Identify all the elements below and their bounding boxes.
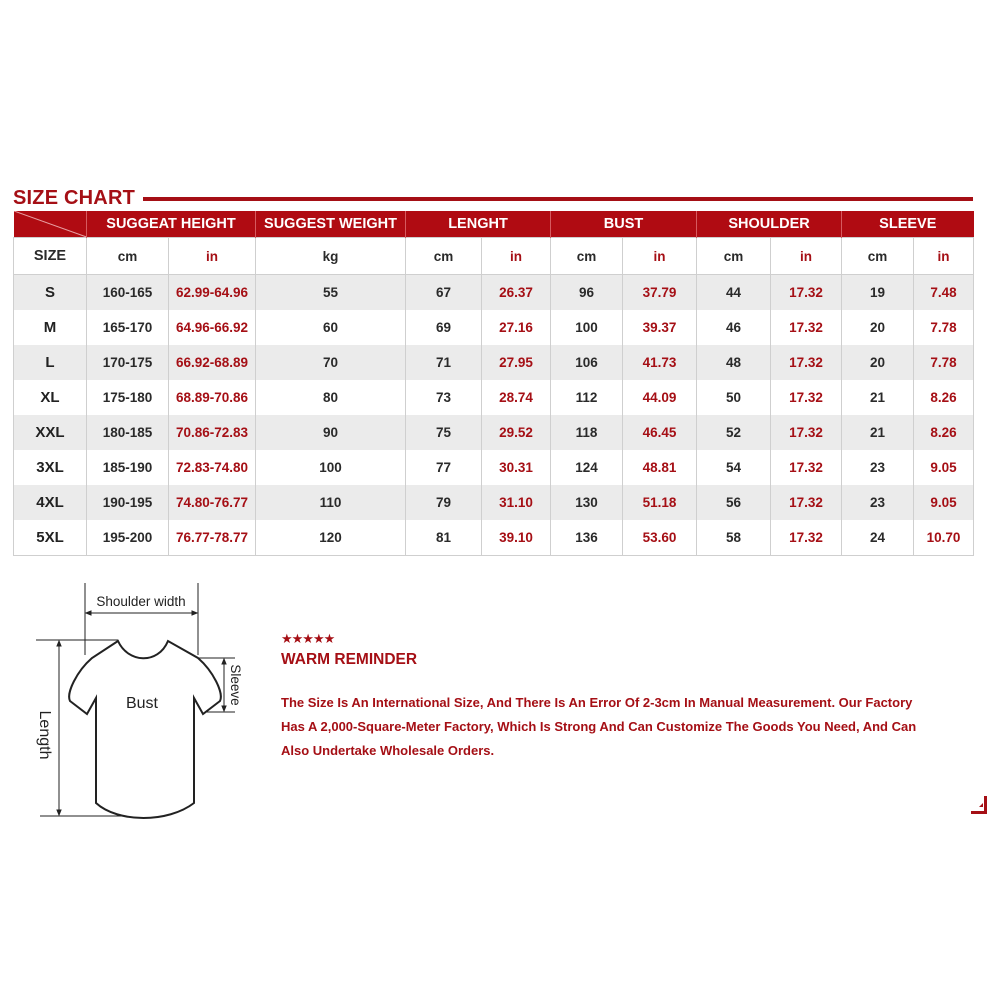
cell-shoulder-cm: 58 xyxy=(697,520,771,556)
cell-shoulder-cm: 46 xyxy=(697,310,771,345)
unit-header-bust-cm: cm xyxy=(551,238,623,275)
cell-sleeve-in: 7.78 xyxy=(914,310,974,345)
tshirt-outline xyxy=(69,641,221,818)
cell-shoulder-in: 17.32 xyxy=(771,520,842,556)
table-row xyxy=(14,345,974,380)
cell-length-in: 28.74 xyxy=(482,380,551,415)
cell-size: 3XL xyxy=(14,450,87,485)
cell-length-cm: 79 xyxy=(406,485,482,520)
cell-height-cm: 170-175 xyxy=(87,345,169,380)
bust-label: Bust xyxy=(125,695,159,712)
cell-size: S xyxy=(14,275,87,311)
cell-height-in: 74.80-76.77 xyxy=(169,485,256,520)
cell-sleeve-in: 8.26 xyxy=(914,415,974,450)
cell-size: XL xyxy=(14,380,87,415)
cell-shoulder-cm: 50 xyxy=(697,380,771,415)
cell-shoulder-in: 17.32 xyxy=(771,310,842,345)
page-title: SIZE CHART xyxy=(13,186,135,209)
table-row xyxy=(14,380,974,415)
group-header-row xyxy=(14,211,974,238)
cell-height-cm: 195-200 xyxy=(87,520,169,556)
cell-sleeve-cm: 24 xyxy=(842,520,914,556)
cell-weight-kg: 60 xyxy=(256,310,406,345)
tshirt-measurement-diagram xyxy=(28,583,268,823)
cell-bust-in: 48.81 xyxy=(623,450,697,485)
cell-bust-cm: 112 xyxy=(551,380,623,415)
table-row xyxy=(14,275,974,311)
table-row xyxy=(14,520,974,556)
table-row xyxy=(14,415,974,450)
cell-height-in: 66.92-68.89 xyxy=(169,345,256,380)
cell-shoulder-cm: 44 xyxy=(697,275,771,311)
shoulder-width-label: Shoulder width xyxy=(96,594,186,609)
cell-bust-cm: 100 xyxy=(551,310,623,345)
cell-length-cm: 81 xyxy=(406,520,482,556)
cell-weight-kg: 80 xyxy=(256,380,406,415)
cell-length-in: 39.10 xyxy=(482,520,551,556)
size-table-body xyxy=(14,275,974,556)
cell-bust-in: 44.09 xyxy=(623,380,697,415)
header-shoulder: SHOULDER xyxy=(697,211,842,238)
cell-shoulder-in: 17.32 xyxy=(771,380,842,415)
cell-height-in: 76.77-78.77 xyxy=(169,520,256,556)
unit-header-size: SIZE xyxy=(14,238,87,275)
header-height: SUGGEAT HEIGHT xyxy=(87,211,256,238)
cell-sleeve-cm: 20 xyxy=(842,345,914,380)
cell-length-in: 27.95 xyxy=(482,345,551,380)
table-row xyxy=(14,310,974,345)
unit-header-height-cm: cm xyxy=(87,238,169,275)
cell-height-in: 72.83-74.80 xyxy=(169,450,256,485)
sleeve-label: Sleeve xyxy=(228,664,243,706)
unit-header-weight-kg: kg xyxy=(256,238,406,275)
cell-length-cm: 75 xyxy=(406,415,482,450)
cell-length-in: 31.10 xyxy=(482,485,551,520)
size-chart-header xyxy=(13,186,973,210)
cell-shoulder-in: 17.32 xyxy=(771,485,842,520)
cell-sleeve-in: 8.26 xyxy=(914,380,974,415)
cell-weight-kg: 90 xyxy=(256,415,406,450)
cell-height-in: 70.86-72.83 xyxy=(169,415,256,450)
cell-sleeve-cm: 19 xyxy=(842,275,914,311)
cell-length-cm: 77 xyxy=(406,450,482,485)
cell-sleeve-in: 9.05 xyxy=(914,450,974,485)
cell-sleeve-cm: 23 xyxy=(842,485,914,520)
cell-length-cm: 69 xyxy=(406,310,482,345)
cell-bust-cm: 118 xyxy=(551,415,623,450)
unit-header-shoulder-in: in xyxy=(771,238,842,275)
cell-length-in: 27.16 xyxy=(482,310,551,345)
cell-bust-in: 41.73 xyxy=(623,345,697,380)
cell-shoulder-in: 17.32 xyxy=(771,345,842,380)
cell-bust-in: 39.37 xyxy=(623,310,697,345)
cell-height-cm: 160-165 xyxy=(87,275,169,311)
cell-bust-in: 46.45 xyxy=(623,415,697,450)
cell-height-in: 64.96-66.92 xyxy=(169,310,256,345)
cell-shoulder-in: 17.32 xyxy=(771,450,842,485)
table-row xyxy=(14,450,974,485)
cell-sleeve-in: 7.48 xyxy=(914,275,974,311)
unit-header-bust-in: in xyxy=(623,238,697,275)
cell-shoulder-cm: 52 xyxy=(697,415,771,450)
cell-sleeve-cm: 20 xyxy=(842,310,914,345)
cell-height-cm: 175-180 xyxy=(87,380,169,415)
cell-length-in: 30.31 xyxy=(482,450,551,485)
unit-header-length-cm: cm xyxy=(406,238,482,275)
header-weight: SUGGEST WEIGHT xyxy=(256,211,406,238)
cell-weight-kg: 110 xyxy=(256,485,406,520)
cell-shoulder-cm: 56 xyxy=(697,485,771,520)
header-length: LENGHT xyxy=(406,211,551,238)
cell-bust-cm: 96 xyxy=(551,275,623,311)
unit-header-height-in: in xyxy=(169,238,256,275)
length-label: Length xyxy=(36,710,53,760)
cell-size: 5XL xyxy=(14,520,87,556)
reminder-text: The Size Is An International Size, And There Is An Error Of 2-3cm In Manual Measurement. Our Factory Has A 2,000-Square-Meter Factory, Which Is Strong And Can Customize The Goods You Need, And Can Also Undertake Wholesale Orders. xyxy=(281,695,917,758)
cell-length-in: 29.52 xyxy=(482,415,551,450)
table-row xyxy=(14,485,974,520)
cell-sleeve-cm: 23 xyxy=(842,450,914,485)
cell-length-cm: 71 xyxy=(406,345,482,380)
cell-weight-kg: 120 xyxy=(256,520,406,556)
diagonal-line-icon xyxy=(14,211,87,237)
title-divider-line xyxy=(143,197,973,201)
five-star-rating-icon: ★★★★★ xyxy=(281,631,335,646)
cell-size: M xyxy=(14,310,87,345)
unit-header-sleeve-in: in xyxy=(914,238,974,275)
cell-height-cm: 185-190 xyxy=(87,450,169,485)
cell-shoulder-cm: 54 xyxy=(697,450,771,485)
cell-shoulder-in: 17.32 xyxy=(771,415,842,450)
cell-sleeve-cm: 21 xyxy=(842,380,914,415)
cell-sleeve-in: 10.70 xyxy=(914,520,974,556)
cell-size: 4XL xyxy=(14,485,87,520)
cell-length-cm: 67 xyxy=(406,275,482,311)
cell-height-in: 62.99-64.96 xyxy=(169,275,256,311)
header-sleeve: SLEEVE xyxy=(842,211,974,238)
cell-bust-cm: 106 xyxy=(551,345,623,380)
cell-bust-in: 37.79 xyxy=(623,275,697,311)
cell-length-in: 26.37 xyxy=(482,275,551,311)
cell-shoulder-cm: 48 xyxy=(697,345,771,380)
cell-size: L xyxy=(14,345,87,380)
cell-weight-kg: 70 xyxy=(256,345,406,380)
cell-size: XXL xyxy=(14,415,87,450)
unit-header-shoulder-cm: cm xyxy=(697,238,771,275)
cell-bust-cm: 136 xyxy=(551,520,623,556)
corner-bracket-icon xyxy=(971,796,987,814)
unit-header-length-in: in xyxy=(482,238,551,275)
corner-header-cell xyxy=(14,211,87,238)
cell-bust-cm: 124 xyxy=(551,450,623,485)
unit-header-row xyxy=(14,238,974,275)
unit-header-sleeve-cm: cm xyxy=(842,238,914,275)
header-bust: BUST xyxy=(551,211,697,238)
warm-reminder-section xyxy=(281,632,931,763)
cell-shoulder-in: 17.32 xyxy=(771,275,842,311)
cell-weight-kg: 55 xyxy=(256,275,406,311)
cell-sleeve-cm: 21 xyxy=(842,415,914,450)
cell-height-in: 68.89-70.86 xyxy=(169,380,256,415)
reminder-title: WARM REMINDER xyxy=(281,651,418,668)
cell-weight-kg: 100 xyxy=(256,450,406,485)
cell-length-cm: 73 xyxy=(406,380,482,415)
size-chart-table xyxy=(13,211,974,556)
cell-bust-in: 51.18 xyxy=(623,485,697,520)
cell-sleeve-in: 9.05 xyxy=(914,485,974,520)
cell-height-cm: 165-170 xyxy=(87,310,169,345)
cell-height-cm: 180-185 xyxy=(87,415,169,450)
cell-sleeve-in: 7.78 xyxy=(914,345,974,380)
cell-height-cm: 190-195 xyxy=(87,485,169,520)
cell-bust-in: 53.60 xyxy=(623,520,697,556)
cell-bust-cm: 130 xyxy=(551,485,623,520)
